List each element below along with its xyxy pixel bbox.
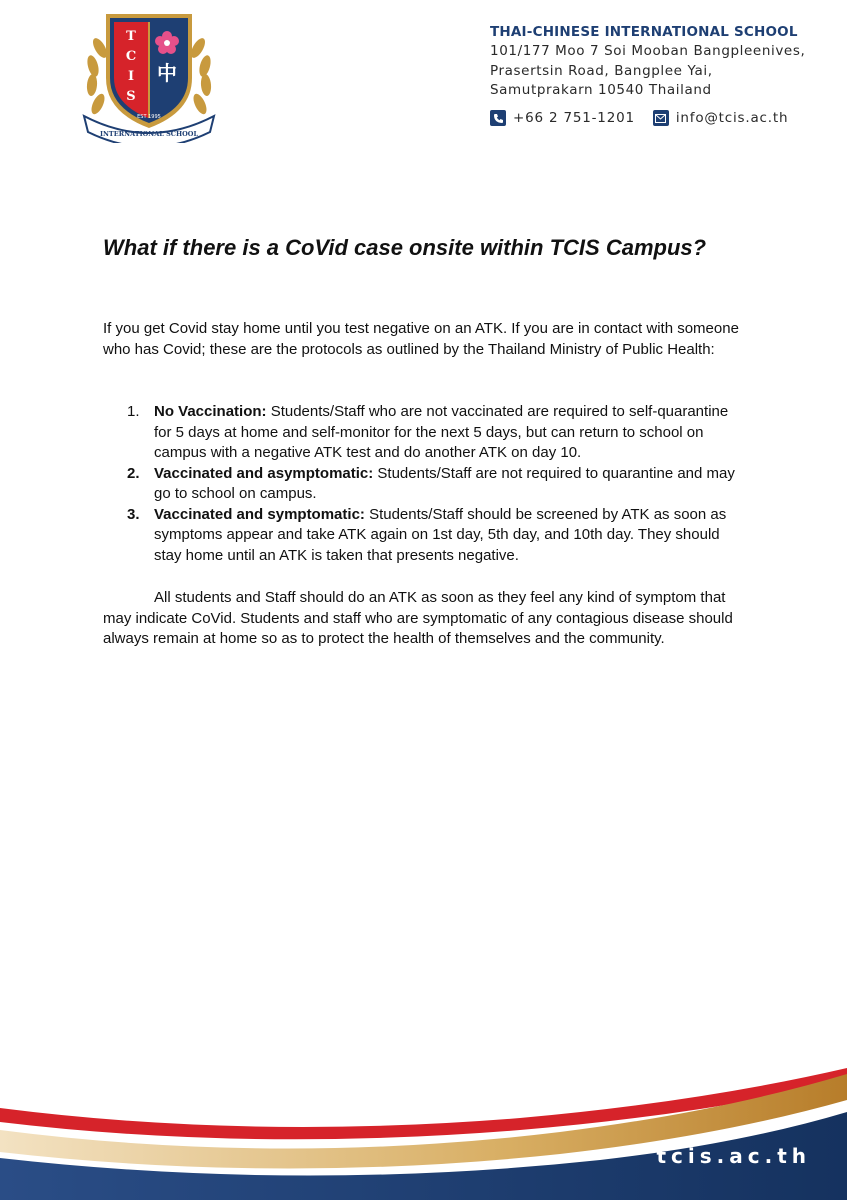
contact-row: [490, 110, 830, 126]
list-item: [103, 505, 743, 567]
email-contact: [653, 110, 788, 126]
list-item-number: 2.: [127, 464, 140, 482]
school-name: THAI-CHINESE INTERNATIONAL SCHOOL: [490, 24, 798, 40]
phone-contact: [490, 110, 635, 126]
logo-est: EST 1995: [137, 114, 161, 120]
list-item-text: Students/Staff should be screened by ATK as soon as symptoms appear and take ATK again on 1st day, 5th day, and 10th day. They should stay home until an ATK is taken that presents negative.: [154, 505, 727, 564]
logo-letter: C: [125, 49, 137, 64]
tcis-logo: [78, 8, 220, 143]
phone-number: +66 2 751-1201: [513, 110, 635, 126]
email-address: info@tcis.ac.th: [675, 110, 789, 126]
footer-url: tcis.ac.th: [656, 1144, 811, 1168]
phone-icon: [490, 110, 506, 126]
page-title: What if there is a CoVid case onsite within TCIS Campus?: [103, 235, 707, 260]
intro-paragraph: If you get Covid stay home until you test negative on an ATK. If you are in contact with someone who has Covid; these are the protocols as outlined by the Thailand Ministry of Public Health:: [103, 320, 739, 358]
school-header: [490, 22, 830, 101]
logo-chinese-char: 中: [157, 61, 177, 85]
list-item-number: 1.: [127, 403, 140, 420]
list-item: [103, 464, 743, 505]
logo-ribbon-text: INTERNATIONAL SCHOOL: [99, 130, 199, 138]
closing-paragraph: All students and Staff should do an ATK as soon as they feel any kind of symptom that may indicate CoVid. Students and staff who are symptomatic of any contagious disease should always remain at home so as to protect the health of themselves and the community.: [103, 589, 733, 647]
address-line: Samutprakarn 10540 Thailand: [490, 82, 712, 98]
list-item-number: 3.: [127, 505, 140, 523]
list-item-lead: No Vaccination:: [154, 403, 267, 420]
list-item-text: Students/Staff are not required to quarantine and may go to school on campus.: [154, 464, 735, 502]
logo-letter: T: [126, 29, 136, 44]
list-item: [103, 402, 743, 464]
address-line: Prasertsin Road, Bangplee Yai,: [490, 62, 713, 79]
footer-wave: [0, 1060, 847, 1200]
list-item-lead: Vaccinated and symptomatic:: [154, 505, 365, 523]
protocol-list: [103, 402, 743, 566]
envelope-icon: [653, 110, 669, 126]
list-item-lead: Vaccinated and asymptomatic:: [154, 464, 374, 482]
logo-letter: I: [127, 69, 135, 84]
address-line: 101/177 Moo 7 Soi Mooban Bangpleenives,: [490, 43, 806, 59]
list-item-text: Students/Staff who are not vaccinated are required to self-quarantine for 5 days at home and self-monitor for the next 5 days, but can return to school on campus with a negative ATK test and do another ATK on day 10.: [154, 403, 729, 461]
logo-letter: S: [126, 89, 136, 104]
